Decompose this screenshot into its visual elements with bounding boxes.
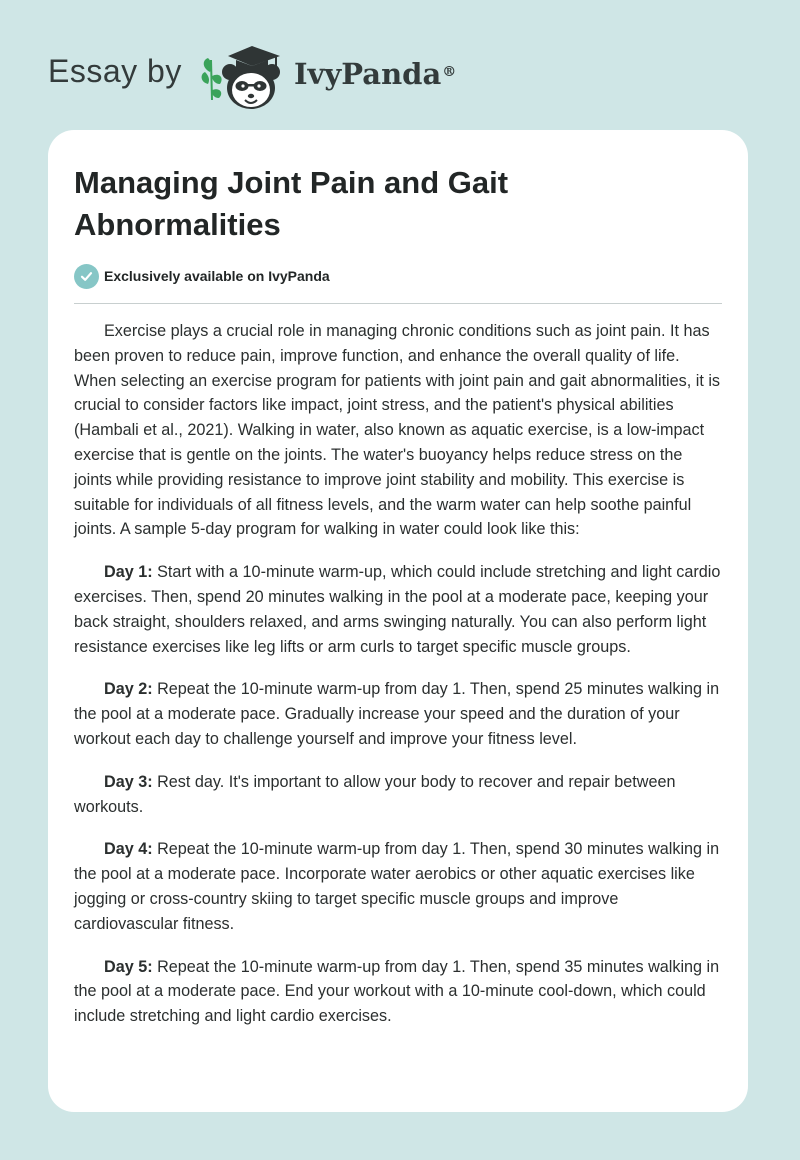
day-3-label: Day 3: <box>104 772 153 791</box>
exclusive-badge <box>74 263 330 289</box>
intro-paragraph: Exercise plays a crucial role in managing chronic conditions such as joint pain. It has been proven to reduce pain, improve function, and enhance the overall quality of life. When selecting an exercise program for patients with joint pain and gait abnormalities, it is crucial to consider factors like impact, joint stress, and the patient's physical abilities (Hambali et al., 2021). Walking in water, also known as aquatic exercise, is a low-impact exercise that is gentle on the joints. The water's buoyancy helps reduce stress on the joints while providing resistance to improve joint stability and mobility. This exercise is suitable for individuals of all fitness levels, and the warm water can help soothe painful joints. A sample 5-day program for walking in water could look like this: <box>74 322 721 539</box>
check-circle-icon <box>74 264 99 289</box>
day-1-label: Day 1: <box>104 563 153 582</box>
exclusive-badge-label: Exclusively available on IvyPanda <box>104 268 330 284</box>
essay-body <box>74 319 724 1047</box>
day-5-label: Day 5: <box>104 957 153 976</box>
day-5-paragraph <box>74 955 724 1029</box>
essay-card <box>48 130 748 1112</box>
day-5-text: Repeat the 10-minute warm-up from day 1. Then, spend 35 minutes walking in the pool at a moderate pace. End your workout with a 10-minute cool-down, which could include stretching and light cardio exercises. <box>74 957 720 1026</box>
brand-text: IvyPanda <box>294 57 442 91</box>
essay-by-label: Essay by <box>48 53 182 89</box>
registered-mark: ® <box>442 64 457 80</box>
day-3-text: Rest day. It's important to allow your body to recover and repair between workouts. <box>74 772 676 816</box>
panda-graduate-logo-icon[interactable] <box>200 38 292 112</box>
divider <box>74 303 722 304</box>
day-4-label: Day 4: <box>104 840 153 859</box>
day-2-text: Repeat the 10-minute warm-up from day 1. Then, spend 25 minutes walking in the pool at a moderate pace. Gradually increase your speed and the duration of your workout each day to challenge yourself and improve your fitness level. <box>74 680 720 748</box>
page-title: Managing Joint Pain and Gait Abnormalities <box>74 165 509 242</box>
day-3-paragraph <box>74 770 724 820</box>
day-4-text: Repeat the 10-minute warm-up from day 1. Then, spend 30 minutes walking in the pool at a moderate pace. Incorporate water aerobics or other aquatic exercises like jogging or cross-country skiing to target specific muscle groups and improve cardiovascular fitness. <box>74 840 720 933</box>
day-1-text: Start with a 10-minute warm-up, which could include stretching and light cardio exercises. Then, spend 20 minutes walking in the pool at a moderate pace, keeping your back straight, shoulders relaxed, and arms swinging naturally. You can also perform light resistance exercises like leg lifts or arm curls to target specific muscle groups. <box>74 563 721 656</box>
day-2-label: Day 2: <box>104 680 153 699</box>
site-header <box>0 0 800 130</box>
day-4-paragraph <box>74 837 724 936</box>
day-1-paragraph <box>74 560 724 659</box>
brand-name[interactable] <box>294 56 456 92</box>
day-2-paragraph <box>74 677 724 751</box>
